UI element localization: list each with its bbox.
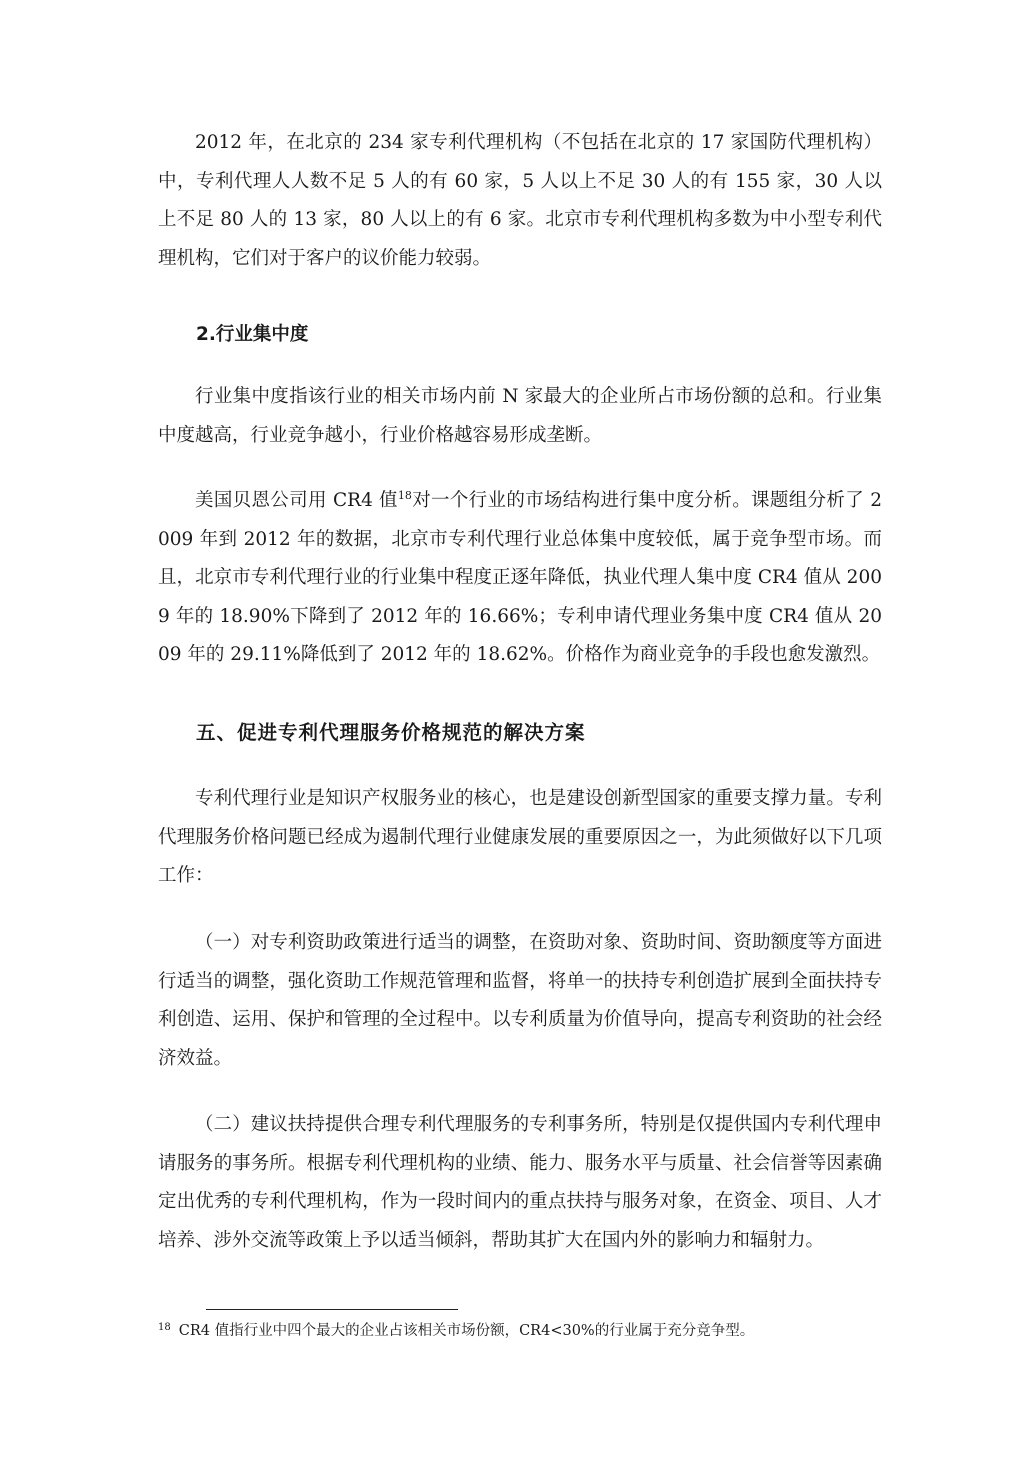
paragraph-patent-agency-counts: 2012 年，在北京的 234 家专利代理机构（不包括在北京的 17 家国防代理机构）中，专利代理人人数不足 5 人的有 60 家，5 人以上不足 30 人的有 155 家，30 人以上不足 80 人的 13 家，80 人以上的有 6 家。北京市专利代理机构多数为中小型专利代理机构，它们对于客户的议价能力较弱。	[158, 132, 882, 269]
footnote-text: CR4 值指行业中四个最大的企业占该相关市场份额，CR4<30%的行业属于充分竞争型。	[178, 1323, 755, 1339]
footnote-number: 18	[158, 1322, 171, 1333]
paragraph-measure-two: （二）建议扶持提供合理专利代理服务的专利事务所，特别是仅提供国内专利代理申请服务的事务所。根据专利代理机构的业绩、能力、服务水平与质量、社会信誉等因素确定出优秀的专利代理机构，作为一段时间内的重点扶持与服务对象，在资金、项目、人才培养、涉外交流等政策上予以适当倾斜，帮助其扩大在国内外的影响力和辐射力。	[158, 1114, 882, 1251]
paragraph-concentration-definition: 行业集中度指该行业的相关市场内前 N 家最大的企业所占市场份额的总和。行业集中度越高，行业竞争越小，行业价格越容易形成垄断。	[158, 386, 882, 446]
paragraph-cr4-analysis	[158, 482, 882, 675]
section-heading-industry-concentration: 2.行业集中度	[196, 324, 309, 345]
footnote	[158, 1320, 882, 1342]
paragraph-measure-one: （一）对专利资助政策进行适当的调整，在资助对象、资助时间、资助额度等方面进行适当的调整，强化资助工作规范管理和监督，将单一的扶持专利创造扩展到全面扶持专利创造、运用、保护和管理的全过程中。以专利质量为价值导向，提高专利资助的社会经济效益。	[158, 932, 882, 1069]
cr4-intro-text: 美国贝恩公司用 CR4 值	[195, 490, 398, 511]
footnote-divider	[206, 1309, 458, 1310]
section-heading-solutions: 五、促进专利代理服务价格规范的解决方案	[196, 721, 586, 744]
paragraph-industry-importance: 专利代理行业是知识产权服务业的核心，也是建设创新型国家的重要支撑力量。专利代理服务价格问题已经成为遏制代理行业健康发展的重要原因之一，为此须做好以下几项工作：	[158, 788, 882, 887]
cr4-analysis-text: 对一个行业的市场结构进行集中度分析。课题组分析了 2009 年到 2012 年的数据，北京市专利代理行业总体集中度较低，属于竞争型市场。而且，北京市专利代理行业的行业集中程度正逐年降低，执业代理人集中度 CR4 值从 2009 年的 18.90%下降到了 2012 年的 16.66%；专利申请代理业务集中度 CR4 值从 2009 年的 29.11%降低到了 2012 年的 18.62%。价格作为商业竞争的手段也愈发激烈。	[158, 490, 882, 666]
footnote-reference[interactable]: 18	[397, 489, 412, 502]
